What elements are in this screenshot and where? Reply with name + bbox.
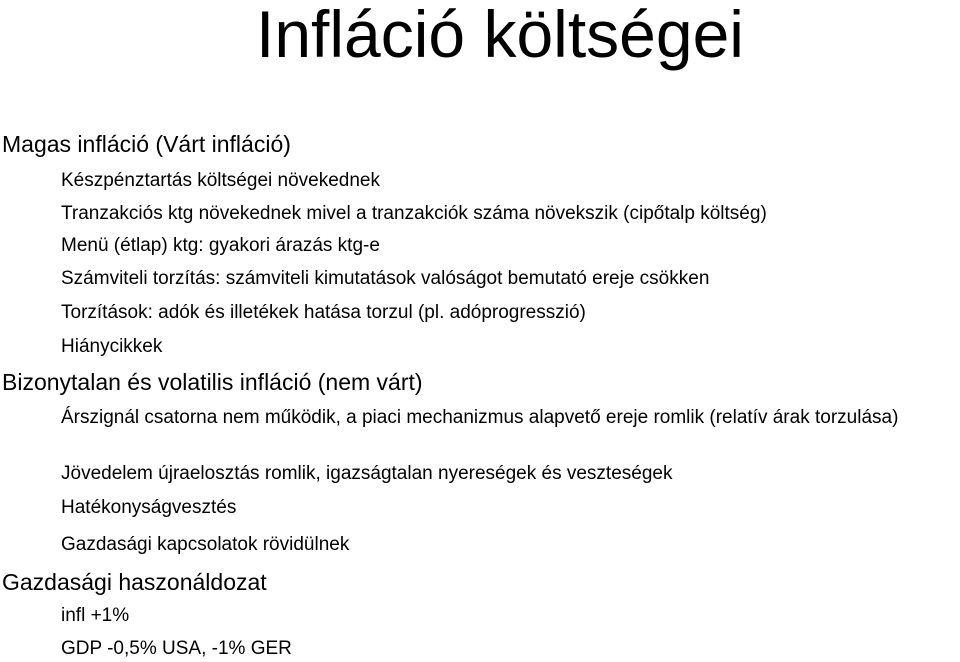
section-heading: Magas infláció (Várt infláció) bbox=[2, 131, 291, 157]
list-item: Készpénztartás költségei növekednek bbox=[61, 170, 380, 191]
section-heading: Bizonytalan és volatilis infláció (nem várt) bbox=[2, 369, 423, 395]
section-heading: Gazdasági haszonáldozat bbox=[2, 569, 267, 595]
list-item: Hiánycikkek bbox=[61, 336, 163, 357]
list-item: Árszignál csatorna nem működik, a piaci mechanizmus alapvető ereje romlik (relatív árak torzulása) bbox=[61, 407, 899, 428]
slide-title: Infláció költségei bbox=[256, 0, 744, 71]
list-item: Gazdasági kapcsolatok rövidülnek bbox=[61, 534, 350, 555]
list-item: Torzítások: adók és illetékek hatása torzul (pl. adóprogresszió) bbox=[61, 302, 586, 323]
list-item: infl +1% bbox=[61, 605, 130, 626]
list-item: GDP -0,5% USA, -1% GER bbox=[61, 638, 292, 659]
list-item: Hatékonyságvesztés bbox=[61, 497, 237, 518]
list-item: Számviteli torzítás: számviteli kimutatások valóságot bemutató ereje csökken bbox=[61, 268, 710, 289]
list-item: Menü (étlap) ktg: gyakori árazás ktg-e bbox=[61, 235, 380, 256]
list-item: Jövedelem újraelosztás romlik, igazságtalan nyereségek és veszteségek bbox=[61, 463, 673, 484]
list-item: Tranzakciós ktg növekednek mivel a tranzakciók száma növekszik (cipőtalp költség) bbox=[61, 203, 767, 224]
